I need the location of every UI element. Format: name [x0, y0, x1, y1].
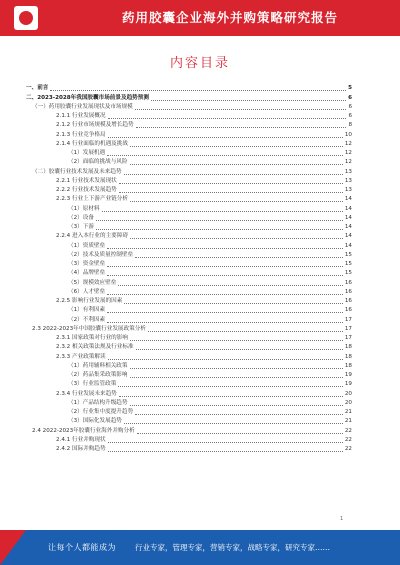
toc-leader-dots [96, 219, 343, 221]
toc-entry-page: 22 [344, 436, 352, 443]
toc-entry-title: （2）药品集采政策影响 [68, 372, 128, 378]
toc-entry-title: 2.4 2022-2023年胶囊行业海外并购分析 [32, 427, 135, 434]
toc-entry-page: 14 [344, 205, 352, 212]
toc-leader-dots [130, 163, 343, 165]
toc-entry-page: 19 [344, 381, 352, 388]
toc-entry-title: （2）设备 [68, 214, 94, 221]
toc-entry[interactable] [26, 325, 352, 334]
toc-entry[interactable] [26, 241, 352, 250]
toc-entry-page: 12 [344, 150, 352, 156]
toc-leader-dots [50, 89, 346, 91]
toc-entry-page: 15 [344, 261, 352, 267]
toc-entry-page: 22 [344, 427, 352, 434]
toc-leader-dots [151, 99, 346, 101]
toc-entry-title: （3）资金壁垒 [68, 261, 106, 267]
toc-entry-page: 16 [344, 288, 352, 295]
toc-entry[interactable] [26, 315, 352, 324]
toc-leader-dots [107, 293, 343, 295]
toc-entry[interactable] [26, 130, 352, 139]
toc-leader-dots [108, 136, 343, 138]
toc-entry-page: 6 [348, 113, 352, 119]
toc-entry-title: （1）药用辅料相关政策 [68, 362, 128, 369]
toc-entry-title: 2.1.4 行业面临的机遇及挑战 [56, 140, 128, 147]
toc-entry[interactable] [26, 408, 352, 417]
toc-entry-page: 16 [344, 279, 352, 286]
toc-entry-page: 21 [344, 409, 352, 415]
toc-leader-dots [119, 191, 343, 193]
footer-tagline: 行业专家，管理专家，营销专家，战略专家，研究专家…… [135, 543, 330, 552]
report-title: 药用胶囊企业海外并购策略研究报告 [121, 10, 338, 25]
toc-leader-dots [107, 274, 343, 276]
toc-entry[interactable] [26, 186, 352, 195]
toc-entry-title: 2.3.1 国家政策对行业的影响 [56, 335, 128, 341]
toc-entry-title: 2.4.1 行业并购现状 [56, 436, 106, 443]
toc-entry-page: 14 [344, 196, 352, 203]
toc-entry-page: 14 [344, 224, 352, 230]
footer-slogan: 让每个人都能成为 [48, 543, 116, 552]
toc-entry-title: 2.1.1 行业发展概况 [56, 113, 106, 119]
toc-entry[interactable] [26, 371, 352, 380]
toc-entry[interactable] [26, 288, 352, 297]
toc-leader-dots [130, 237, 343, 239]
toc-entry[interactable] [26, 352, 352, 361]
toc-entry-title: 一、前言 [26, 85, 49, 92]
toc-entry-title: （3）下游 [68, 224, 94, 230]
toc-entry[interactable] [26, 223, 352, 232]
toc-leader-dots [107, 265, 343, 267]
toc-leader-dots [107, 311, 343, 313]
toc-entry-page: 14 [344, 214, 352, 221]
toc-entry-title: （4）品牌壁垒 [68, 270, 106, 277]
toc-entry-page: 13 [344, 187, 352, 193]
toc-leader-dots [107, 247, 343, 249]
toc-entry[interactable] [26, 334, 352, 343]
toc-entry-page: 5 [348, 85, 352, 92]
toc-entry-title: （1）原材料 [68, 205, 100, 212]
toc-entry-page: 18 [344, 353, 352, 360]
toc-leader-dots [118, 385, 343, 387]
toc-leader-dots [102, 210, 343, 212]
toc-entry[interactable] [26, 93, 352, 102]
toc-entry[interactable] [26, 260, 352, 269]
toc-entry-title: 2.3.3 产业政策解读 [56, 353, 106, 360]
toc-entry-page: 10 [344, 131, 352, 138]
toc-leader-dots [130, 145, 343, 147]
toc-entry-title: 2.2.3 行业上下游产业链分析 [56, 196, 128, 203]
toc-entry-page: 19 [344, 372, 352, 378]
toc-leader-dots [136, 126, 347, 128]
toc-leader-dots [130, 367, 343, 369]
toc-entry-title: 2.2.4 进入本行业的主要障碍 [56, 233, 128, 240]
toc-entry-title: （2）面临的挑战与风险 [68, 159, 128, 166]
toc-entry-title: 2.1.2 行业市场规模及增长趋势 [56, 122, 134, 129]
toc-entry-title: 2.1.3 行业竞争格局 [56, 131, 106, 138]
toc-entry[interactable] [26, 362, 352, 371]
toc-entry-page: 16 [344, 307, 352, 314]
toc-entry[interactable] [26, 436, 352, 445]
toc-leader-dots [135, 413, 343, 415]
toc-leader-dots [119, 182, 343, 184]
toc-entry-title: （3）行业监管政策 [68, 381, 117, 388]
toc-leader-dots [118, 284, 343, 286]
toc-entry-title: 2.3.4 行业发展未来趋势 [56, 390, 117, 397]
toc-entry-page: 18 [344, 344, 352, 351]
toc-leader-dots [124, 302, 343, 304]
toc-entry[interactable] [26, 389, 352, 398]
toc-entry-title: （2）行业集中度提升趋势 [68, 409, 134, 415]
toc-entry-title: （3）国际化发展趋势 [68, 418, 122, 425]
toc-entry[interactable] [26, 149, 352, 158]
toc-heading: 内容目录 [169, 56, 230, 71]
toc-entry[interactable] [26, 269, 352, 278]
toc-entry-page: 20 [344, 390, 352, 397]
toc-leader-dots [108, 358, 343, 360]
toc-leader-dots [108, 117, 347, 119]
toc-entry-title: （6）人才壁垒 [68, 288, 106, 295]
toc-entry[interactable] [26, 140, 352, 149]
toc-entry[interactable] [26, 112, 352, 121]
toc-entry-title: （2）不利因素 [68, 316, 106, 323]
toc-leader-dots [96, 228, 343, 230]
toc-entry-title: （1）资质壁垒 [68, 242, 106, 249]
toc-entry-page: 21 [344, 418, 352, 425]
toc-entry[interactable] [26, 251, 352, 260]
toc-entry[interactable] [26, 214, 352, 223]
table-of-contents [26, 84, 352, 454]
footer-accent [0, 530, 26, 565]
toc-entry-title: 二、2023-2028年我国胶囊市场前景及趋势预测 [26, 94, 149, 101]
toc-entry[interactable] [26, 84, 352, 93]
toc-entry-page: 22 [344, 446, 352, 452]
toc-entry-page: 17 [344, 316, 352, 323]
toc-entry-page: 13 [344, 168, 352, 175]
toc-entry[interactable] [26, 399, 352, 408]
toc-leader-dots [119, 395, 343, 397]
toc-leader-dots [130, 339, 343, 341]
toc-leader-dots [148, 330, 343, 332]
toc-leader-dots [137, 432, 343, 434]
toc-entry[interactable] [26, 121, 352, 130]
toc-entry-page: 17 [344, 325, 352, 332]
toc-leader-dots [136, 348, 343, 350]
toc-leader-dots [107, 321, 343, 323]
report-header [0, 0, 400, 36]
logo-icon [14, 6, 38, 30]
toc-entry-title: 2.2.1 行业技术发展现状 [56, 177, 117, 184]
toc-entry-title: 2.2.2 行业技术发展趋势 [56, 187, 117, 193]
page-number: 1 [340, 516, 344, 522]
toc-entry-page: 18 [344, 362, 352, 369]
toc-entry-page: 12 [344, 140, 352, 147]
toc-entry-page: 17 [344, 335, 352, 341]
toc-entry-page: 6 [348, 94, 352, 101]
toc-entry[interactable] [26, 343, 352, 352]
toc-entry-page: 15 [344, 270, 352, 277]
toc-leader-dots [130, 200, 343, 202]
toc-entry[interactable] [26, 297, 352, 306]
toc-entry[interactable] [26, 204, 352, 213]
toc-entry[interactable] [26, 306, 352, 315]
toc-entry[interactable] [26, 445, 352, 454]
toc-entry-page: 12 [344, 159, 352, 166]
toc-leader-dots [107, 154, 343, 156]
toc-entry-page: 14 [344, 242, 352, 249]
toc-entry[interactable] [26, 158, 352, 167]
toc-entry-page: 20 [344, 399, 352, 406]
toc-entry[interactable] [26, 278, 352, 287]
footer-banner [0, 530, 400, 565]
toc-entry-page: 13 [344, 177, 352, 184]
toc-entry-title: （1）发展机遇 [68, 150, 106, 156]
toc-leader-dots [124, 422, 343, 424]
toc-leader-dots [108, 441, 343, 443]
toc-entry[interactable] [26, 103, 352, 112]
toc-entry-title: （5）规模效应壁垒 [68, 279, 117, 286]
toc-entry[interactable] [26, 417, 352, 426]
toc-leader-dots [135, 108, 347, 110]
toc-entry-page: 8 [348, 122, 352, 129]
toc-entry-page: 6 [348, 103, 352, 110]
toc-entry-title: 2.2.5 影响行业发展的因素 [56, 298, 123, 304]
toc-entry-title: 2.4.2 国际并购趋势 [56, 446, 106, 452]
toc-entry-page: 15 [344, 251, 352, 258]
toc-entry-title: 2.3.2 相关政策法规及行业标准 [56, 344, 134, 351]
toc-entry-title: （二）胶囊行业技术发展及未来趋势 [32, 168, 122, 175]
toc-entry-title: （1）产品结构升级趋势 [68, 399, 128, 406]
toc-entry-title: 2.3 2022-2023年中国胶囊行业发展政策分析 [32, 325, 146, 332]
toc-entry-title: （一）药用胶囊行业发展现状及市场规模 [32, 103, 133, 110]
toc-entry[interactable] [26, 195, 352, 204]
toc-leader-dots [124, 173, 343, 175]
toc-entry[interactable] [26, 380, 352, 389]
toc-entry-page: 14 [344, 233, 352, 240]
toc-entry[interactable] [26, 177, 352, 186]
toc-leader-dots [130, 404, 343, 406]
toc-entry[interactable] [26, 167, 352, 176]
toc-entry[interactable] [26, 426, 352, 435]
toc-leader-dots [130, 376, 343, 378]
toc-entry-page: 16 [344, 298, 352, 304]
toc-leader-dots [108, 450, 343, 452]
toc-entry-title: （1）有利因素 [68, 307, 106, 314]
toc-entry-title: （2）技术及质量控制壁垒 [68, 251, 134, 258]
toc-entry[interactable] [26, 232, 352, 241]
toc-leader-dots [135, 256, 343, 258]
